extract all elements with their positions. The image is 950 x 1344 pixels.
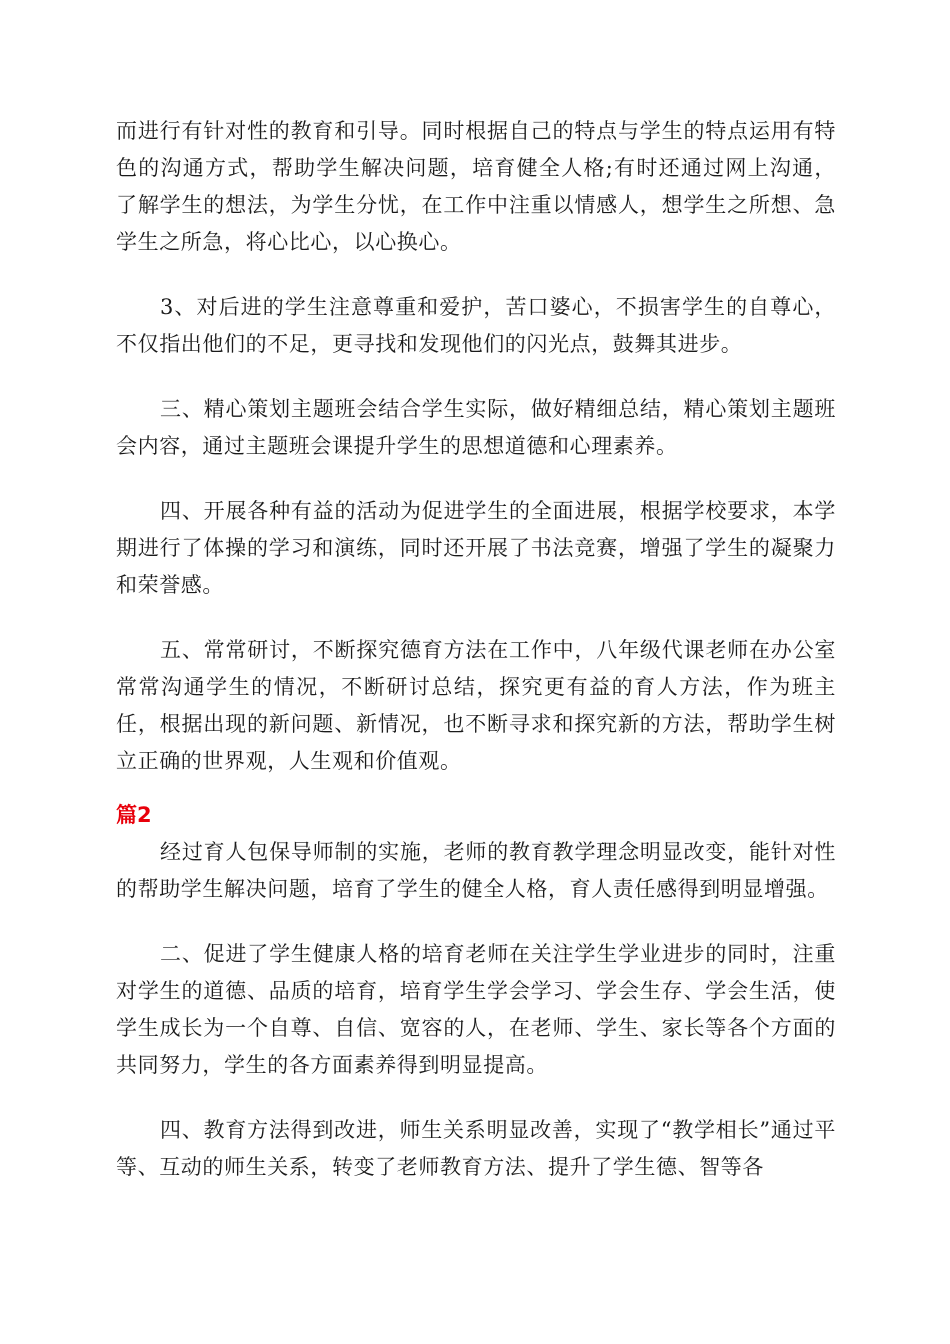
paragraph-section-four: 四、开展各种有益的活动为促进学生的全面进展，根据学校要求，本学期进行了体操的学习和演练，同时还开展了书法竞赛，增强了学生的凝聚力和荣誉感。 <box>116 499 836 597</box>
paragraph-section-four-b: 四、教育方法得到改进，师生关系明显改善，实现了“教学相长”通过平等、互动的师生关系，转变了老师教育方法、提升了学生德、智等各 <box>116 1118 836 1179</box>
paragraph-intro: 经过育人包保导师制的实施，老师的教育教学理念明显改变，能针对性的帮助学生解决问题，培育了学生的健全人格，育人责任感得到明显增强。 <box>116 840 836 901</box>
section-heading: 篇2 <box>116 803 152 827</box>
paragraph-section-five: 五、常常研讨，不断探究德育方法在工作中，八年级代课老师在办公室常常沟通学生的情况，不断研讨总结，探究更有益的育人方法，作为班主任，根据出现的新问题、新情况，也不断寻求和探究新的方法，帮助学生树立正确的世界观，人生观和价值观。 <box>116 638 836 773</box>
paragraph-item-3: 3、对后进的学生注意尊重和爱护，苦口婆心，不损害学生的自尊心，不仅指出他们的不足，更寻找和发现他们的闪光点，鼓舞其进步。 <box>116 295 836 356</box>
paragraph-section-three: 三、精心策划主题班会结合学生实际，做好精细总结，精心策划主题班会内容，通过主题班会课提升学生的思想道德和心理素养。 <box>116 397 836 458</box>
paragraph-section-two: 二、促进了学生健康人格的培育老师在关注学生学业进步的同时，注重对学生的道德、品质的培育，培育学生学会学习、学会生存、学会生活，使学生成长为一个自尊、自信、宽容的人，在老师、学生、家长等各个方面的共同努力，学生的各方面素养得到明显提高。 <box>116 942 836 1077</box>
paragraph-continuation: 而进行有针对性的教育和引导。同时根据自己的特点与学生的特点运用有特色的沟通方式，帮助学生解决问题，培育健全人格;有时还通过网上沟通，了解学生的想法，为学生分忧，在工作中注重以情感人，想学生之所想、急学生之所急，将心比心，以心换心。 <box>116 119 836 254</box>
document-body <box>116 113 836 1214</box>
